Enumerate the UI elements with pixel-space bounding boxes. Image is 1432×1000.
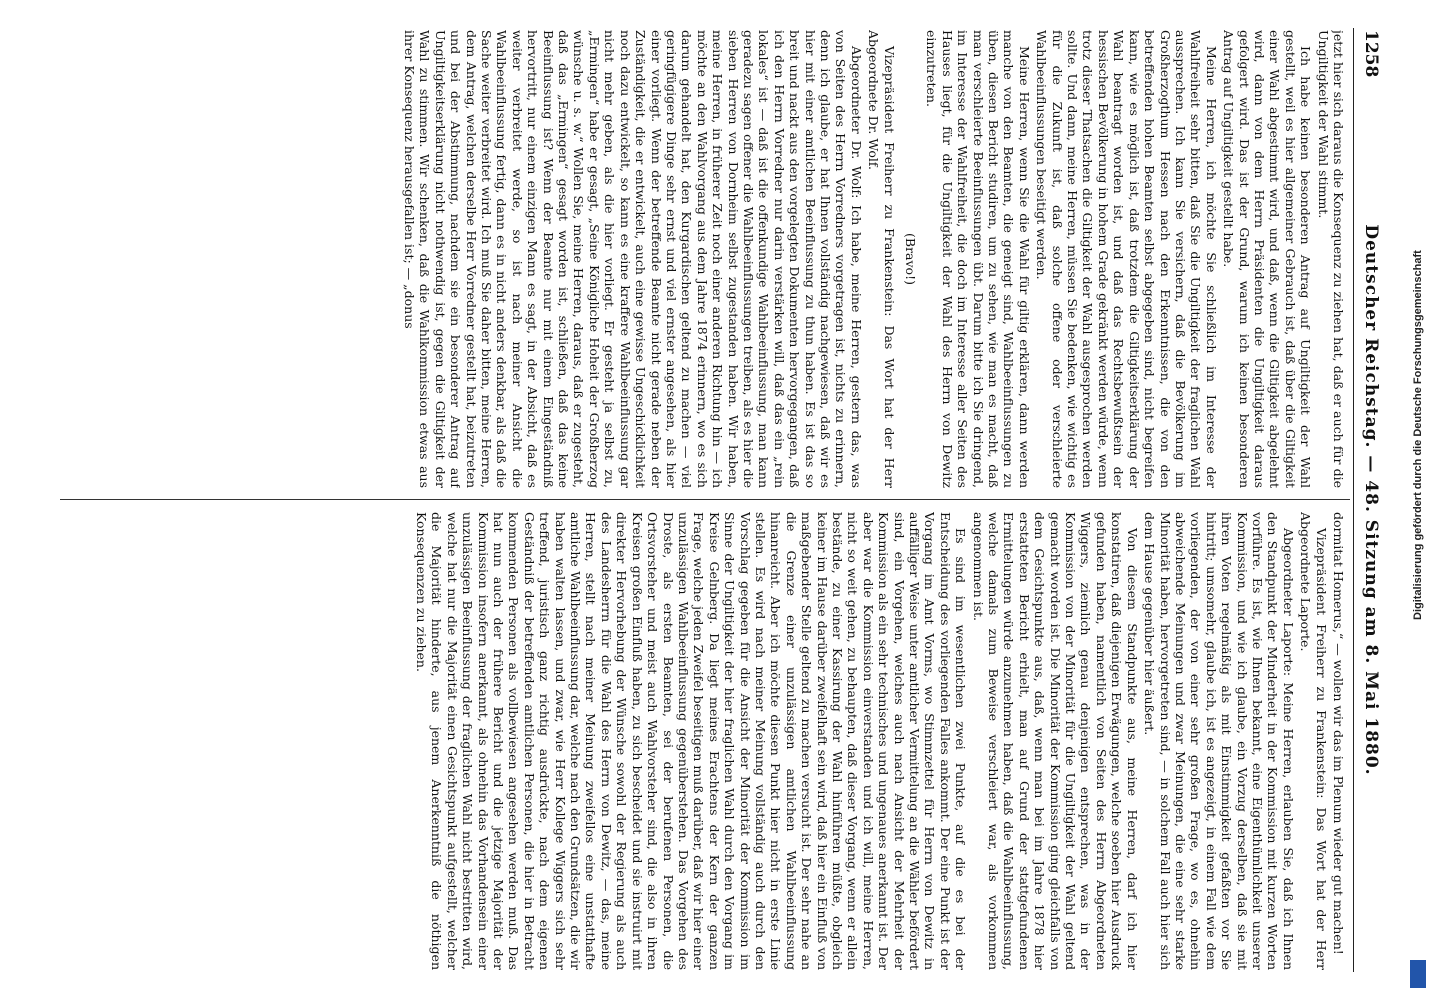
paragraph: jetzt hier sich daraus die Konsequenz zu ziehen hat, daß er auch für die Ungiltigkeit der Wahl stimmt.: [1315, 30, 1346, 488]
document-page: [52, 0, 1392, 1000]
speaker-paragraph: Vizepräsident Freiherr zu Frankenstein: Das Wort hat der Herr Abgeordnete Laporte.: [1298, 512, 1329, 970]
paragraph: dormitat Homerus,“ — wollen wir das im Plenum wieder gut machen!: [1331, 512, 1346, 955]
speaker-paragraph: Abgeordneter Laporte: Meine Herren, erlauben Sie, daß ich Ihnen den Standpunkt der Minderheit in der Kommission mit kurzen Worten vorführe. Es ist, wie Ihnen bekannt, eine Eigenthümlichkeit unserer Kommission, und wie ich glaube, ein Vorzug derselben, daß sie mit ihren Voten regelmäßig als mit Einstimmigkeit gefaßten vor Sie hintritt; umsomehr, glaube ich, ist es angezeigt, in einem Fall wie dem vorliegenden, der von einer sehr großen Frage, wo es, ohnehin abweichende Meinungen und zwar Meinungen, die eine sehr starke Minorität haben, hervorgetreten sind, — in solchem Fall auch hier sich dem Hause gegenüber hier äußert.: [1142, 512, 1296, 970]
digitization-note: Digitalisierung gefördert durch die Deutsche Forschungsgemeinschaft: [1412, 250, 1424, 620]
speaker-paragraph: Abgeordneter Dr. Wolf: Ich habe, meine Herren, gestern das, was von Seiten des Herrn Vorredners vorgetragen ist, nichts zu erinnern, denn ich glaube, er hat Ihnen vollständig nachgewiesen, daß wir es hier mit einer amtlichen Beeinflussung zu thun haben. Es ist das so breit und nackt aus den vorgelegten Dokumenten hervorgegangen, daß ich den Herrn Vorredner nur darin verstärken will, daß das ein „rein lokales“ ist — daß ist die offenkundige Wahlbeeinflussung, man kann geradezu sagen offener die Wahlbeeinflussungen treiben, als es hier die sieben Herren von Dornheim selbst zugestanden haben. Wir haben, meine Herren, in früherer Zeit noch einer anderen Richtung hin — ich möchte an den Wahlvorgang aus dem Jahre 1874 erinnern, wo es sich darum gehandelt hat, den Kurgardischen geltend zu machen — viel geringfügigere Dinge sehr ernst und viel ernster angesehen, als hier einer vorliegt. Wenn der betreffende Beamte nicht gerade neben der Zuständigkeit, die er entwickelt, auch eine gewisse Ungeschicklichkeit noch dazu entwickelt, so kann es eine kraffere Wahlbeeinflussung gar nicht mehr geben, als die hier vorliegt. Er gesteht ja selbst zu, „Ermingen“ habe er gesagt, „Seine Königliche Hoheit der Großherzog wünsche u. s. w.“ Wollen Sie, meine Herren, daraus, daß er zugesteht, daß das „Ermingen“ gesagt worden ist, schließen, daß das keine Beeinflussung ist? Wenn der Beamte nur mit einem Eingeständniß hervortritt, nur einem einzigen Mann es sagt, in der Absicht, daß es weiter verbreitet werde, so ist nach meiner Ansicht die Wahlbeeinflussung fertig, dann es in nicht anders denkbar, als daß die Sache weiter verbreitet wird. Ich muß Sie daher bitten, meine Herren, dem Antrag, welchen derselbe Herr Vorredner gestellt hat, beizutreten und bei der Abstimmung, nachdem sie ein besonderer Antrag auf Ungiltigkeitserklärung nicht nothwendig ist, gegen die Giltigkeit der Wahl zu stimmen. Wir schenken, daß die Wahlkommission etwas aus ihrer Konsequenz herausgefallen ist; — „donus: [402, 30, 864, 488]
speaker-paragraph: Vizepräsident Freiherr zu Frankenstein: Das Wort hat der Herr Abgeordnete Dr. Wolf.: [866, 30, 897, 488]
paragraph: Es sind im wesentlichen zwei Punkte, auf die es bei der Entscheidung des vorliegenden Falles ankommt. Der eine Punkt ist der Vorgang im Amt Vorms, wo Stimmzettel für Herrn von Dewitz in auffälliger Weise unter amtlicher Vermittelung an die Wähler befördert sind, ein Vorgehen, welches auch nach Ansicht der Mehrheit der Kommission als ein sehr technisches und ungenaues anerkannt ist. Der aber war die Kommission einverstanden und ich will, meine Herren, nicht so weit gehen, zu behaupten, daß dieser Vorgang, wenn er allein bestände, zu einer Kassirung der Wahl hinführen müßte, obgleich keiner im Hause darüber zweifelhaft sein wird, daß hier ein Einfluß von maßgebender Stelle geltend zu machen versucht ist. Der sehr nahe an die Grenze einer unzulässigen amtlichen Wahlbeeinflussung hinanreicht. Aber ich möchte diesen Punkt hier nicht in erste Linie stellen. Es wird nach meiner Meinung vollständig auch durch den Vorschlag gegeben für die Ansicht der Minorität der Kommission im Sinne der Ungiltigkeit der hier fraglichen Wahl durch den Vorgang im Kreise Gelnberg. Da liegt meines Erachtens der Kern der ganzen Frage, welche jeden Zweifel beseitigen muß darüber, daß wir hier einer unzulässigen Wahlbeeinflussung gegenüberstehen. Das Vorgehen des Droste, als ersten Beamten, sei der berufenen Personen, die Ortsvorsteher und meist auch Wahlvorsteher sind, die also in ihren Kreisen großen Einfluß haben, zu sich bescheidet und sie instruirt mit direkter Hervorhebung der Wünsche sowohl der Regierung als auch des Landesherrn für die Wahl des Herrn von Dewitz, — das, meine Herren, stellt nach meiner Meinung zweifellos eine unstatthafte amtliche Wahlbeeinflussung dar, welche nach den Grundsätzen, die wir haben walten lassen, und zwar, wie Herr Kollege Wiggers sich sehr treffend, juristisch ganz richtig ausdrückte, nach dem eigenen Geständniß der betreffenden amtlichen Personen, die hier in Betracht kommenden Personen als vollbewiesen angesehen werden muß. Das hat nun auch der frühere Bericht und die jetzige Majorität der Kommission insofern anerkannt, als ohnehin das Vorhandensein einer unzulässigen Beeinflussung der fraglichen Wahl nicht bestritten wird, welche hat nur die Majorität einen Gesichtspunkt aufgestellt, welcher die Majorität hinderte, aus jenem Anerkenntniß die nöthigen Konsequenzen zu ziehen.: [414, 512, 969, 970]
page-number: 1258: [1361, 30, 1381, 78]
paragraph: Meine Herren, wenn Sie die Wahl für giltig erklären, dann werden manche von den Beamten, die geneigt sind, Wahlbeeinflussungen zu üben, diesen Bericht studiren, um zu sehen, wie man es macht, daß man verschleierte Beeinflussungen übt. Darum bitte ich Sie dringend, im Interesse der Wahlfreiheit, die doch im Interesse aller Seiten des Hauses liegt, für die Ungiltigkeit der Wahl des Herrn von Dewitz einzutreten.: [924, 30, 1032, 488]
page-title: Deutscher Reichstag. — 48. Sitzung am 8. Mai 1880.: [1361, 224, 1381, 776]
paragraph: Von diesem Standpunkte aus, meine Herren, darf ich hier konstatiren, daß diejenigen Erwägungen, welche soeben hier Ausdruck gefunden haben, namentlich von Seiten des Herrn Abgeordneten Wiggers, ziemlich genau denjenigen entsprechen, was in der Kommission von der Minorität für die Ungiltigkeit der Wahl geltend gemacht worden ist. Die Minorität der Kommission ging gleichfalls von dem Gesichtspunkte aus, daß, wenn man bei im Jahre 1878 hier erstatteten Bericht erhielt, man auf Grund der stattgefundenen Ermittelungen würde anzunehmen haben, daß die Wahlbeeinflussung, welche damals zum Beweise verschleiert war, als vorkommen angenommen ist.: [970, 512, 1140, 970]
dfg-logo: [1410, 960, 1426, 988]
header-rule: [1353, 28, 1354, 972]
paragraph: Ich habe keinen besonderen Antrag auf Ungiltigkeit der Wahl gestellt, weil es hier allgemeiner Gebrauch ist, daß über die Giltigkeit einer Wahl abgestimmt wird, und daß, wenn die Giltigkeit abgelehnt wird, dann von dem Herrn Präsidenten die Ungiltigkeit daraus gefolgert wird. Das ist der Grund, warum ich keinen besonderen Antrag auf Ungiltigkeit gestellt habe.: [1221, 30, 1314, 488]
left-column: [66, 30, 1346, 488]
bravo-note: (Bravo!): [903, 233, 919, 285]
page-header: [1358, 30, 1384, 970]
right-column: [66, 512, 1346, 970]
column-divider: [60, 499, 1350, 500]
paragraph: Meine Herren, ich möchte Sie schließlich im Interesse der Wahlfreiheit sehr bitten, daß Sie die Ungiltigkeit der fraglichen Wahl aussprechen. Ich kann Sie versichern, daß die Bevölkerung im Großherzogthum Hessen nach den Erkenntnissen, die von den betreffenden hohen Beamten selbst abgegeben sind, nicht begreifen kann, wie es möglich ist, daß trotzdem die Giltigkeitserklärung der Wahl beantragt worden ist, und daß das Rechtsbewußtsein der hessischen Bevölkerung in hohem Grade gekränkt werden würde, wenn trotz dieser Thatsachen die Giltigkeit der Wahl ausgesprochen werden sollte. Und dann, meine Herren, müssen Sie bedenken, wie wichtig es für die Zukunft ist, daß solche offene oder verschleierte Wahlbeeinflussungen beseitigt werden.: [1034, 30, 1219, 488]
